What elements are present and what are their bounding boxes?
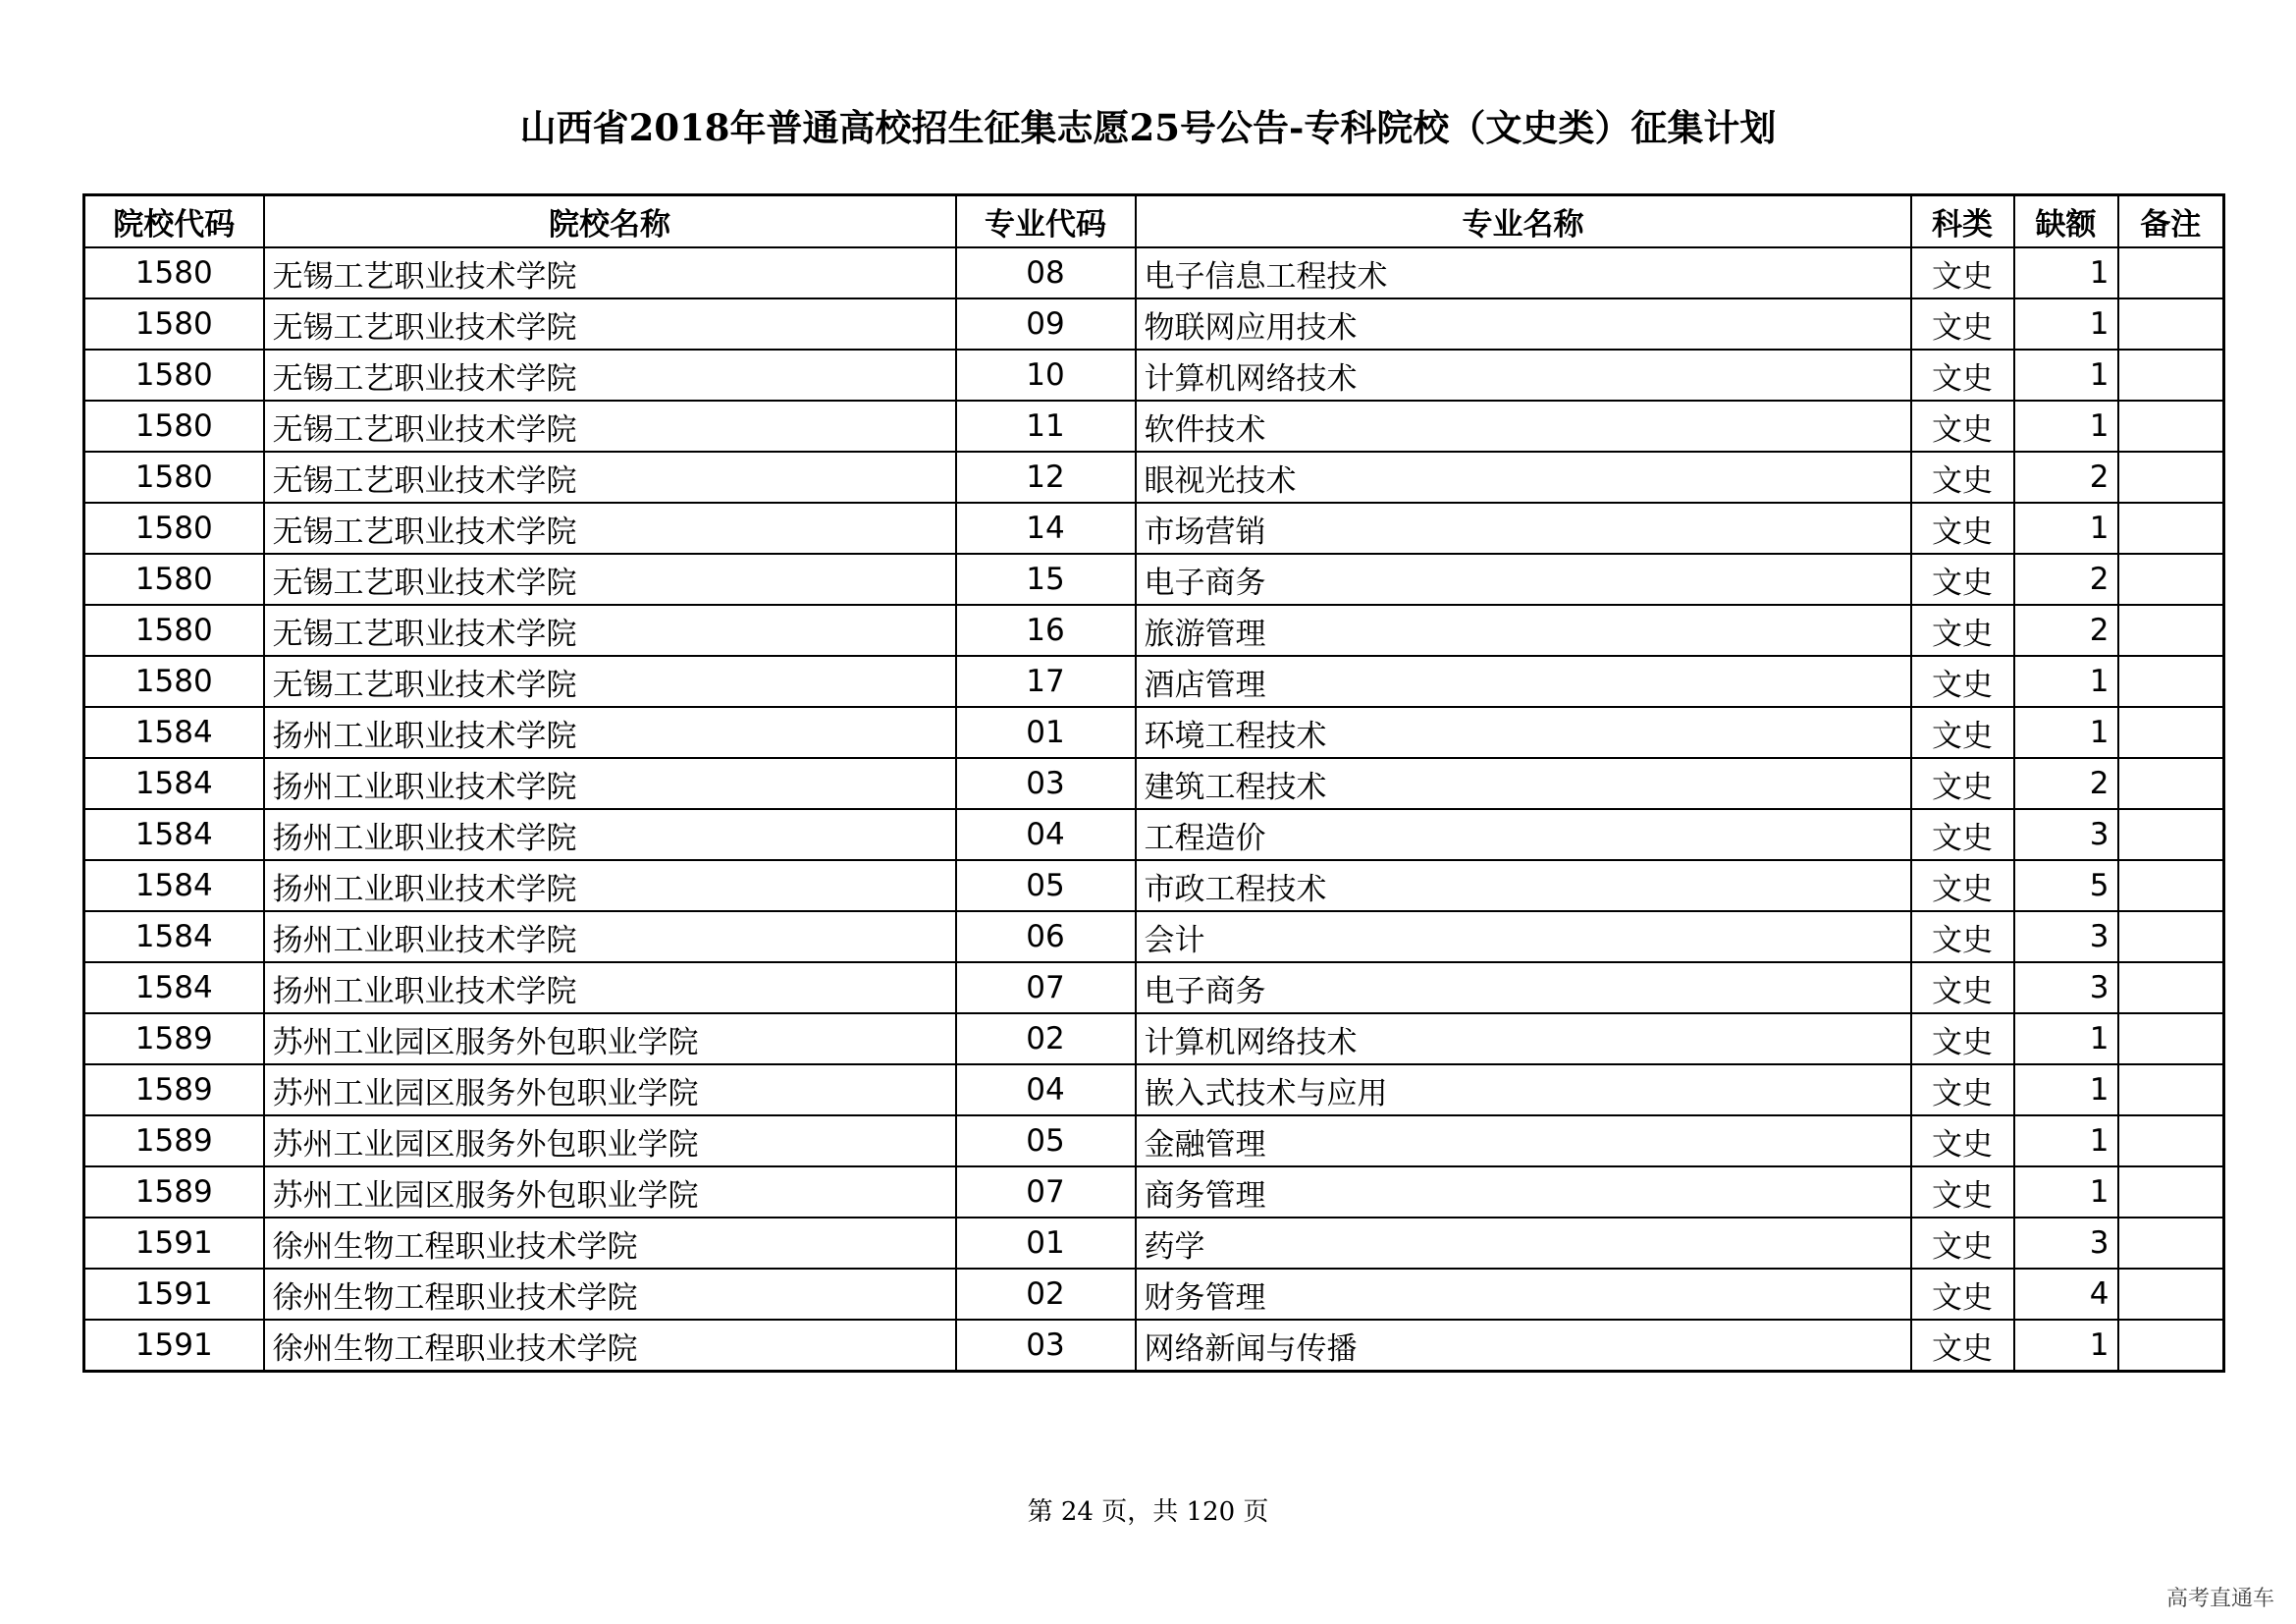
cell-vacancy: 1 <box>2014 247 2118 298</box>
cell-school-name: 徐州生物工程职业技术学院 <box>264 1218 956 1269</box>
cell-school-name: 扬州工业职业技术学院 <box>264 860 956 911</box>
cell-school-name: 无锡工艺职业技术学院 <box>264 350 956 401</box>
cell-vacancy: 1 <box>2014 350 2118 401</box>
cell-category: 文史 <box>1911 554 2014 605</box>
cell-note <box>2118 247 2224 298</box>
cell-major-name: 建筑工程技术 <box>1136 758 1911 809</box>
table-row <box>84 1064 2224 1115</box>
cell-note <box>2118 452 2224 503</box>
cell-school-name: 无锡工艺职业技术学院 <box>264 656 956 707</box>
cell-major-code: 10 <box>956 350 1136 401</box>
cell-school-name: 无锡工艺职业技术学院 <box>264 452 956 503</box>
cell-note <box>2118 1320 2224 1372</box>
cell-school-code: 1580 <box>84 350 264 401</box>
cell-school-code: 1591 <box>84 1320 264 1372</box>
cell-major-code: 15 <box>956 554 1136 605</box>
table-row <box>84 1269 2224 1320</box>
cell-major-name: 酒店管理 <box>1136 656 1911 707</box>
cell-category: 文史 <box>1911 1115 2014 1166</box>
header-major-code: 专业代码 <box>956 195 1136 248</box>
cell-school-code: 1589 <box>84 1013 264 1064</box>
cell-major-name: 计算机网络技术 <box>1136 350 1911 401</box>
cell-school-code: 1580 <box>84 298 264 350</box>
cell-note <box>2118 656 2224 707</box>
cell-school-name: 苏州工业园区服务外包职业学院 <box>264 1166 956 1218</box>
table-row <box>84 911 2224 962</box>
cell-vacancy: 4 <box>2014 1269 2118 1320</box>
cell-major-code: 04 <box>956 809 1136 860</box>
cell-school-name: 扬州工业职业技术学院 <box>264 962 956 1013</box>
cell-category: 文史 <box>1911 809 2014 860</box>
cell-major-code: 07 <box>956 1166 1136 1218</box>
cell-category: 文史 <box>1911 452 2014 503</box>
header-note: 备注 <box>2118 195 2224 248</box>
cell-school-code: 1591 <box>84 1218 264 1269</box>
cell-major-code: 06 <box>956 911 1136 962</box>
cell-school-code: 1580 <box>84 401 264 452</box>
cell-major-name: 眼视光技术 <box>1136 452 1911 503</box>
cell-school-code: 1589 <box>84 1064 264 1115</box>
table-row <box>84 1013 2224 1064</box>
table-row <box>84 1166 2224 1218</box>
table-row <box>84 1115 2224 1166</box>
cell-school-code: 1589 <box>84 1166 264 1218</box>
cell-note <box>2118 503 2224 554</box>
cell-school-name: 无锡工艺职业技术学院 <box>264 554 956 605</box>
cell-school-code: 1584 <box>84 911 264 962</box>
table-body <box>84 247 2224 1372</box>
cell-major-code: 02 <box>956 1269 1136 1320</box>
cell-school-code: 1589 <box>84 1115 264 1166</box>
cell-major-name: 药学 <box>1136 1218 1911 1269</box>
cell-note <box>2118 350 2224 401</box>
cell-note <box>2118 707 2224 758</box>
cell-vacancy: 1 <box>2014 1320 2118 1372</box>
cell-school-name: 无锡工艺职业技术学院 <box>264 298 956 350</box>
cell-note <box>2118 809 2224 860</box>
table-row <box>84 605 2224 656</box>
cell-major-name: 环境工程技术 <box>1136 707 1911 758</box>
cell-vacancy: 1 <box>2014 1115 2118 1166</box>
cell-school-code: 1584 <box>84 809 264 860</box>
cell-major-code: 05 <box>956 860 1136 911</box>
cell-category: 文史 <box>1911 1269 2014 1320</box>
cell-major-code: 14 <box>956 503 1136 554</box>
table-row <box>84 860 2224 911</box>
cell-school-code: 1584 <box>84 962 264 1013</box>
cell-major-name: 旅游管理 <box>1136 605 1911 656</box>
enrollment-plan-table <box>82 193 2225 1373</box>
cell-vacancy: 1 <box>2014 1013 2118 1064</box>
cell-major-name: 工程造价 <box>1136 809 1911 860</box>
cell-major-name: 软件技术 <box>1136 401 1911 452</box>
cell-major-code: 08 <box>956 247 1136 298</box>
cell-vacancy: 1 <box>2014 1166 2118 1218</box>
cell-vacancy: 1 <box>2014 298 2118 350</box>
header-category: 科类 <box>1911 195 2014 248</box>
cell-major-name: 市场营销 <box>1136 503 1911 554</box>
cell-vacancy: 1 <box>2014 401 2118 452</box>
cell-category: 文史 <box>1911 1013 2014 1064</box>
cell-major-code: 02 <box>956 1013 1136 1064</box>
header-vacancy: 缺额 <box>2014 195 2118 248</box>
table-row <box>84 554 2224 605</box>
cell-major-code: 03 <box>956 1320 1136 1372</box>
cell-vacancy: 3 <box>2014 962 2118 1013</box>
table-row <box>84 707 2224 758</box>
page-footer: 第 24 页，共 120 页 <box>1027 1497 1269 1527</box>
cell-school-name: 无锡工艺职业技术学院 <box>264 503 956 554</box>
cell-major-code: 01 <box>956 707 1136 758</box>
cell-category: 文史 <box>1911 401 2014 452</box>
cell-school-name: 无锡工艺职业技术学院 <box>264 401 956 452</box>
cell-note <box>2118 401 2224 452</box>
cell-school-code: 1584 <box>84 707 264 758</box>
table-row <box>84 656 2224 707</box>
cell-school-name: 无锡工艺职业技术学院 <box>264 247 956 298</box>
cell-category: 文史 <box>1911 656 2014 707</box>
cell-school-code: 1580 <box>84 452 264 503</box>
cell-school-name: 扬州工业职业技术学院 <box>264 809 956 860</box>
cell-major-name: 电子商务 <box>1136 962 1911 1013</box>
cell-school-code: 1584 <box>84 860 264 911</box>
cell-major-code: 01 <box>956 1218 1136 1269</box>
table-row <box>84 452 2224 503</box>
cell-category: 文史 <box>1911 1064 2014 1115</box>
cell-category: 文史 <box>1911 911 2014 962</box>
header-school-code: 院校代码 <box>84 195 264 248</box>
cell-category: 文史 <box>1911 605 2014 656</box>
table-row <box>84 247 2224 298</box>
cell-note <box>2118 1115 2224 1166</box>
cell-note <box>2118 298 2224 350</box>
cell-category: 文史 <box>1911 298 2014 350</box>
cell-major-name: 网络新闻与传播 <box>1136 1320 1911 1372</box>
cell-category: 文史 <box>1911 503 2014 554</box>
cell-vacancy: 1 <box>2014 503 2118 554</box>
cell-note <box>2118 962 2224 1013</box>
cell-major-name: 计算机网络技术 <box>1136 1013 1911 1064</box>
cell-major-code: 16 <box>956 605 1136 656</box>
table-row <box>84 1218 2224 1269</box>
table-header-row <box>84 195 2224 248</box>
cell-major-name: 市政工程技术 <box>1136 860 1911 911</box>
cell-note <box>2118 1064 2224 1115</box>
table-row <box>84 962 2224 1013</box>
cell-category: 文史 <box>1911 707 2014 758</box>
table-row <box>84 401 2224 452</box>
cell-major-name: 电子商务 <box>1136 554 1911 605</box>
cell-vacancy: 2 <box>2014 605 2118 656</box>
cell-school-name: 无锡工艺职业技术学院 <box>264 605 956 656</box>
cell-school-code: 1580 <box>84 605 264 656</box>
cell-major-code: 05 <box>956 1115 1136 1166</box>
cell-major-name: 嵌入式技术与应用 <box>1136 1064 1911 1115</box>
cell-note <box>2118 1166 2224 1218</box>
cell-major-code: 12 <box>956 452 1136 503</box>
cell-school-name: 徐州生物工程职业技术学院 <box>264 1269 956 1320</box>
cell-school-name: 苏州工业园区服务外包职业学院 <box>264 1115 956 1166</box>
cell-note <box>2118 1013 2224 1064</box>
cell-school-name: 苏州工业园区服务外包职业学院 <box>264 1064 956 1115</box>
cell-category: 文史 <box>1911 247 2014 298</box>
cell-school-code: 1591 <box>84 1269 264 1320</box>
cell-major-code: 17 <box>956 656 1136 707</box>
cell-vacancy: 1 <box>2014 656 2118 707</box>
table-row <box>84 503 2224 554</box>
cell-category: 文史 <box>1911 1166 2014 1218</box>
cell-major-name: 物联网应用技术 <box>1136 298 1911 350</box>
cell-category: 文史 <box>1911 1320 2014 1372</box>
cell-school-name: 苏州工业园区服务外包职业学院 <box>264 1013 956 1064</box>
cell-note <box>2118 554 2224 605</box>
cell-vacancy: 2 <box>2014 758 2118 809</box>
cell-major-code: 11 <box>956 401 1136 452</box>
cell-major-name: 会计 <box>1136 911 1911 962</box>
header-school-name: 院校名称 <box>264 195 956 248</box>
cell-school-name: 扬州工业职业技术学院 <box>264 707 956 758</box>
cell-category: 文史 <box>1911 1218 2014 1269</box>
cell-major-name: 金融管理 <box>1136 1115 1911 1166</box>
table-row <box>84 809 2224 860</box>
cell-major-code: 04 <box>956 1064 1136 1115</box>
cell-school-code: 1584 <box>84 758 264 809</box>
cell-school-code: 1580 <box>84 503 264 554</box>
cell-school-code: 1580 <box>84 554 264 605</box>
cell-school-name: 扬州工业职业技术学院 <box>264 911 956 962</box>
cell-note <box>2118 1218 2224 1269</box>
cell-category: 文史 <box>1911 758 2014 809</box>
cell-school-name: 扬州工业职业技术学院 <box>264 758 956 809</box>
cell-vacancy: 1 <box>2014 707 2118 758</box>
table-row <box>84 298 2224 350</box>
cell-note <box>2118 911 2224 962</box>
cell-note <box>2118 1269 2224 1320</box>
cell-vacancy: 5 <box>2014 860 2118 911</box>
cell-category: 文史 <box>1911 350 2014 401</box>
cell-vacancy: 2 <box>2014 452 2118 503</box>
cell-vacancy: 2 <box>2014 554 2118 605</box>
cell-major-name: 财务管理 <box>1136 1269 1911 1320</box>
table-row <box>84 758 2224 809</box>
table-row <box>84 1320 2224 1372</box>
cell-note <box>2118 758 2224 809</box>
cell-vacancy: 3 <box>2014 1218 2118 1269</box>
cell-major-code: 09 <box>956 298 1136 350</box>
cell-major-code: 07 <box>956 962 1136 1013</box>
watermark: 高考直通车 <box>2165 1587 2274 1611</box>
document-title: 山西省2018年普通高校招生征集志愿25号公告-专科院校（文史类）征集计划 <box>519 106 1777 149</box>
cell-vacancy: 3 <box>2014 809 2118 860</box>
cell-vacancy: 3 <box>2014 911 2118 962</box>
cell-category: 文史 <box>1911 962 2014 1013</box>
cell-school-name: 徐州生物工程职业技术学院 <box>264 1320 956 1372</box>
cell-category: 文史 <box>1911 860 2014 911</box>
cell-note <box>2118 860 2224 911</box>
cell-note <box>2118 605 2224 656</box>
cell-major-name: 商务管理 <box>1136 1166 1911 1218</box>
cell-major-code: 03 <box>956 758 1136 809</box>
header-major-name: 专业名称 <box>1136 195 1911 248</box>
cell-vacancy: 1 <box>2014 1064 2118 1115</box>
cell-major-name: 电子信息工程技术 <box>1136 247 1911 298</box>
cell-school-code: 1580 <box>84 656 264 707</box>
cell-school-code: 1580 <box>84 247 264 298</box>
table-row <box>84 350 2224 401</box>
